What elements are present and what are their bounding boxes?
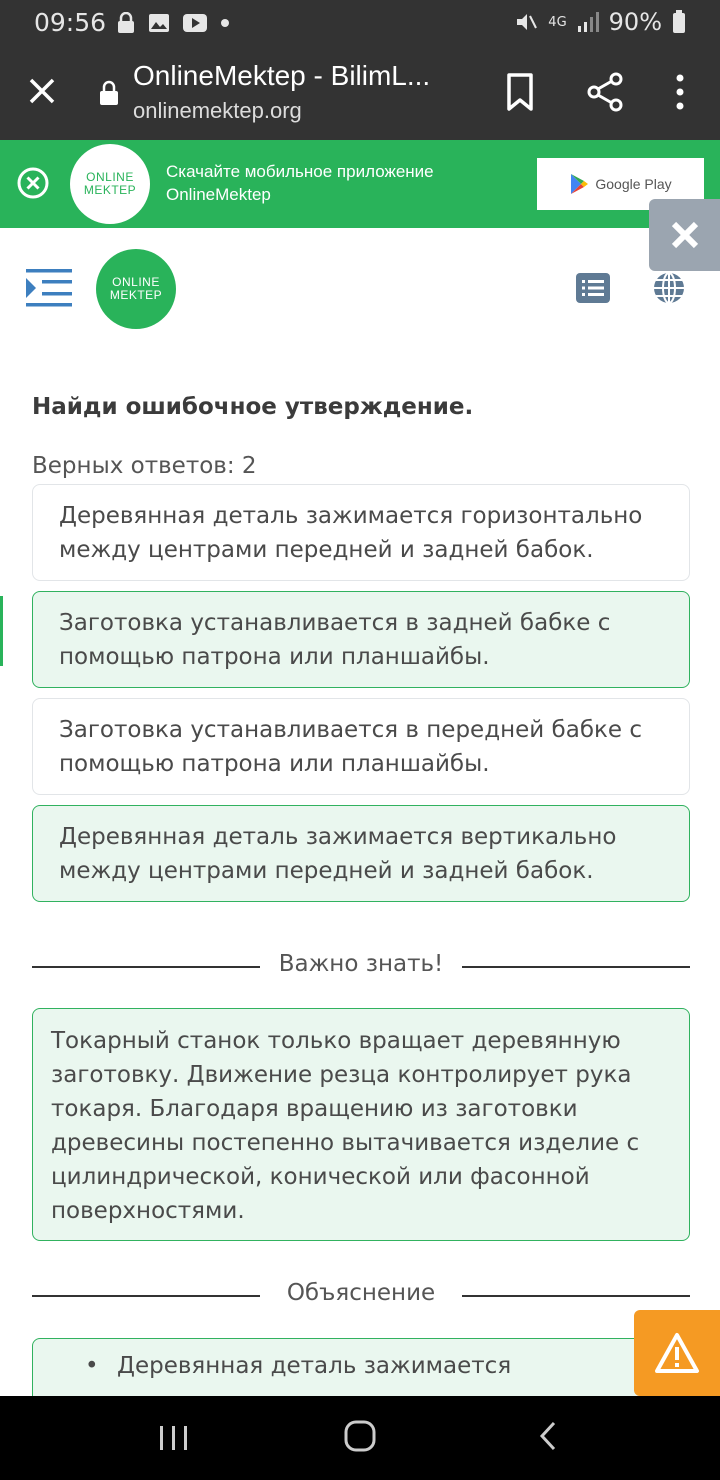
explanation-heading: Объяснение xyxy=(286,1280,436,1306)
banner-logo xyxy=(70,144,150,224)
dot-status-icon xyxy=(220,18,230,28)
battery-icon xyxy=(672,10,686,34)
answer-option-2[interactable] xyxy=(32,591,690,688)
status-time: 09:56 xyxy=(34,8,107,37)
correct-answers-count: Верных ответов: 2 xyxy=(32,453,257,479)
answer-option-3[interactable] xyxy=(32,698,690,795)
answer-option-4-line1: Деревянная деталь зажимается вертикально xyxy=(59,824,617,850)
share-icon[interactable] xyxy=(584,70,626,114)
note-line: Токарный станок только вращает деревянную xyxy=(51,1028,621,1054)
answer-option-4[interactable] xyxy=(32,805,690,902)
battery-percent: 90% xyxy=(608,8,662,36)
bookmark-icon[interactable] xyxy=(500,70,540,114)
banner-text-line1: Скачайте мобильное приложение xyxy=(166,162,434,181)
answer-option-1[interactable] xyxy=(32,484,690,581)
back-icon[interactable] xyxy=(534,1418,562,1454)
list-icon[interactable] xyxy=(576,273,610,303)
answer-option-3-line1: Заготовка устанавливается в передней бабке с xyxy=(59,717,643,743)
explanation-bullet: • xyxy=(85,1353,99,1379)
warning-icon xyxy=(654,1332,700,1374)
important-note-box xyxy=(32,1008,690,1241)
selection-side-marker xyxy=(0,596,3,666)
google-play-label: Google Play xyxy=(595,176,672,192)
divider-line-right xyxy=(462,1295,690,1297)
status-notification-icons xyxy=(116,12,230,34)
answer-options xyxy=(32,484,690,912)
floating-close-button[interactable] xyxy=(649,199,720,271)
close-icon[interactable] xyxy=(22,71,62,111)
note-line: древесины постепенно вытачивается изделие с xyxy=(51,1130,640,1156)
page-url[interactable]: onlinemektep.org xyxy=(133,98,302,123)
lock-status-icon xyxy=(116,12,136,34)
app-download-banner xyxy=(0,140,720,228)
google-play-icon xyxy=(569,173,589,195)
site-logo-line2: MEKTEP xyxy=(109,288,163,302)
important-divider xyxy=(32,951,690,981)
signal-icon xyxy=(577,11,599,33)
note-line: токаря. Благодаря вращению из заготовки xyxy=(51,1096,578,1122)
browser-toolbar xyxy=(0,46,720,140)
banner-text-line2: OnlineMektep xyxy=(166,185,271,204)
question-text: Найди ошибочное утверждение. xyxy=(32,394,474,420)
answer-option-3-line2: помощью патрона или планшайбы. xyxy=(59,751,490,777)
system-navigation-bar xyxy=(0,1396,720,1480)
image-status-icon xyxy=(148,13,170,33)
banner-logo-line2: MEKTEP xyxy=(83,183,137,197)
note-line: заготовку. Движение резца контролирует рука xyxy=(51,1062,632,1088)
lock-icon xyxy=(98,80,120,106)
close-icon xyxy=(670,220,700,250)
report-problem-button[interactable] xyxy=(634,1310,720,1396)
banner-logo-line1: ONLINE xyxy=(86,170,134,184)
note-line: цилиндрической, конической или фасонной xyxy=(51,1164,590,1190)
answer-option-2-line1: Заготовка устанавливается в задней бабке с xyxy=(59,610,611,636)
answer-option-4-line2: между центрами передней и задней бабок. xyxy=(59,858,594,884)
note-line: поверхностями. xyxy=(51,1198,245,1224)
site-logo-line1: ONLINE xyxy=(112,275,160,289)
divider-line-right xyxy=(462,966,690,968)
status-bar xyxy=(0,0,720,46)
status-system-icons xyxy=(514,8,686,36)
banner-close-icon[interactable] xyxy=(16,166,50,200)
recent-apps-icon[interactable] xyxy=(156,1420,192,1456)
banner-text xyxy=(166,160,434,206)
site-logo[interactable] xyxy=(96,249,176,329)
important-heading: Важно знать! xyxy=(278,951,444,977)
answer-option-1-line1: Деревянная деталь зажимается горизонтально xyxy=(59,503,643,529)
explanation-item: Деревянная деталь зажимается xyxy=(117,1353,512,1379)
menu-icon[interactable] xyxy=(26,267,72,309)
answer-option-1-line2: между центрами передней и задней бабок. xyxy=(59,537,594,563)
home-icon[interactable] xyxy=(342,1418,378,1454)
more-icon[interactable] xyxy=(662,70,698,114)
network-type: 4G xyxy=(548,14,567,30)
answer-option-2-line2: помощью патрона или планшайбы. xyxy=(59,644,490,670)
youtube-status-icon xyxy=(182,13,208,33)
explanation-divider xyxy=(32,1280,690,1310)
page-title: OnlineMektep - BilimL... xyxy=(133,60,431,91)
mute-icon xyxy=(514,10,538,34)
globe-icon[interactable] xyxy=(652,271,686,305)
